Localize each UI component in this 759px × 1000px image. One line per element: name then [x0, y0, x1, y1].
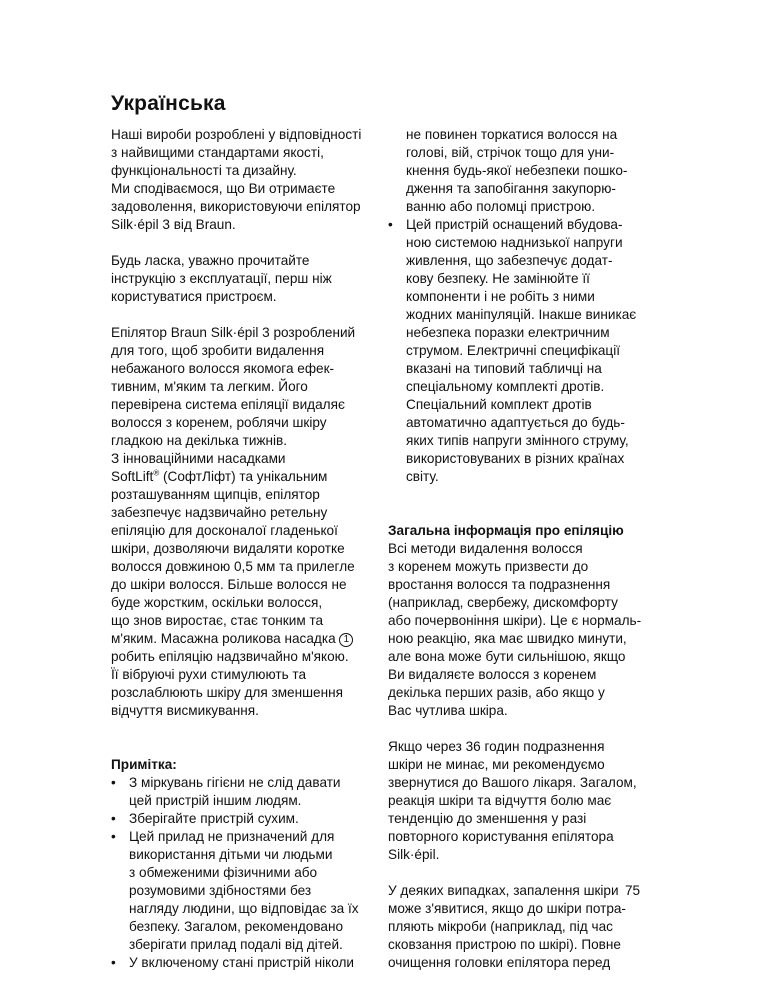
general-info-heading: Загальна інформація про епіляцію — [388, 523, 624, 538]
note-bullet-dry: • Зберігайте пристрій сухим. — [111, 811, 299, 826]
general-info-paragraph-2: Якщо через 36 годин подразнення шкіри не минає, ми рекомендуємо звернутися до Вашого лікаря. Загалом, реакція шкіри та відчуття болю має тенденцію до зменшення у разі повторного користування епілятора Silk·épil. — [388, 739, 637, 862]
note-heading: Примітка: — [111, 757, 177, 772]
page-title: Українська — [111, 92, 226, 115]
bullet-icon: • — [111, 829, 116, 844]
bullet-icon: • — [388, 217, 393, 232]
general-info-paragraph-1: Всі методи видалення волосся з коренем можуть призвести до вростання волосся та подразнення (наприклад, свербежу, дискомфорту або почервоніння шкіри). Це є нормаль- ною реакцію, яка має швидко минути, але вона може бути сильнішою, якщо Ви видаляєте волосся з коренем декілька перших разів, або якщо у Вас чутлива шкіра. — [388, 541, 642, 718]
page-number: 75 — [625, 883, 641, 898]
note-bullet-children: • Цей прилад не призначений для використання дітьми чи людьми з обмеженими фізичними або розумовими здібностями без нагляду людини, що відповідає за їх безпеку. Загалом, рекомендовано зберігати прилад подалі від дітей. — [111, 829, 359, 952]
left-column — [111, 126, 371, 972]
description-paragraph: Епілятор Braun Silk·épil 3 розроблений для того, щоб зробити видалення небажаного волосся якомога ефек- тивним, м'яким та легким. Його перевірена система епіляції видаляє волосся з коренем, роблячи шкіру гладкою на декілька тижнів. З інноваційними насадками SoftLift® (СофтЛіфт) та унікальним розташуванням щипців, епілятор забезпечує надзвичайно ретельну епіляцію для досконалої гладенької шкіри, дозволяючи видаляти коротке волосся довжиною 0,5 мм та прилегле до шкіри волосся. Більше волосся не буде жорстким, оскільки волосся, що знов виростає, стає тонким та м'яким. Масажна роликова насадка 1 робить епіляцію надзвичайно м'якою. Її вібруючі рухи стимулюють та розслаблюють шкіру для зменшення відчуття висмикування. — [111, 324, 371, 720]
bullet-icon: • — [111, 775, 116, 790]
callout-number-1: 1 — [339, 633, 353, 647]
bullet-icon: • — [111, 955, 116, 970]
massage-line: м'яким. Масажна роликова насадка 1 — [111, 630, 371, 648]
right-column — [388, 126, 650, 972]
intro-paragraph: Наші вироби розроблені у відповідності з найвищими стандартами якості, функціональності та дизайну. Ми сподіваємося, що Ви отримаєте задоволення, використовуючи епілятор Silk·épil 3 від Braun. — [111, 127, 362, 232]
read-instructions-paragraph: Будь ласка, уважно прочитайте інструкцію з експлуатації, перш ніж користуватися пристроєм. — [111, 253, 332, 304]
note-bullet-hygiene: • З міркувань гігієни не слід давати цей пристрій іншим людям. — [111, 775, 341, 808]
softlift-line: SoftLift® (СофтЛіфт) та унікальним — [111, 468, 328, 484]
note-bullet-voltage: • Цей пристрій оснащений вбудова- ною системою наднизької напруги живлення, що забезпечує додат- кову безпеку. Не замінюйте її компоненти і не робіть з ними жодних маніпуляцій. Інакше виникає небезпека поразки електричним струмом. Електричні специфікації вказані на типовий табличці на спеціальному комплекті дротів. Спеціальний комплект дротів автоматично адаптується до будь- яких типів напруги змінного струму, використовуваних в різних країнах світу. — [388, 217, 637, 484]
note-bullet-hair: • У включеному стані пристрій ніколи — [111, 955, 354, 970]
general-info-paragraph-3: У деяких випадках, запалення шкіри може з'явитися, якщо до шкіри потра- пляють мікроби (наприклад, під час сковзання пристрою по шкірі). Повне очищення головки епілятора перед — [388, 883, 626, 970]
bullet-icon: • — [111, 811, 116, 826]
note-bullet-hair-continued: не повинен торкатися волосся на голові, вій, стрічок тощо для уни- кнення будь-якої небезпеки пошко- дження та запобігання закупорю- ванню або поломці пристрою. — [406, 127, 628, 214]
